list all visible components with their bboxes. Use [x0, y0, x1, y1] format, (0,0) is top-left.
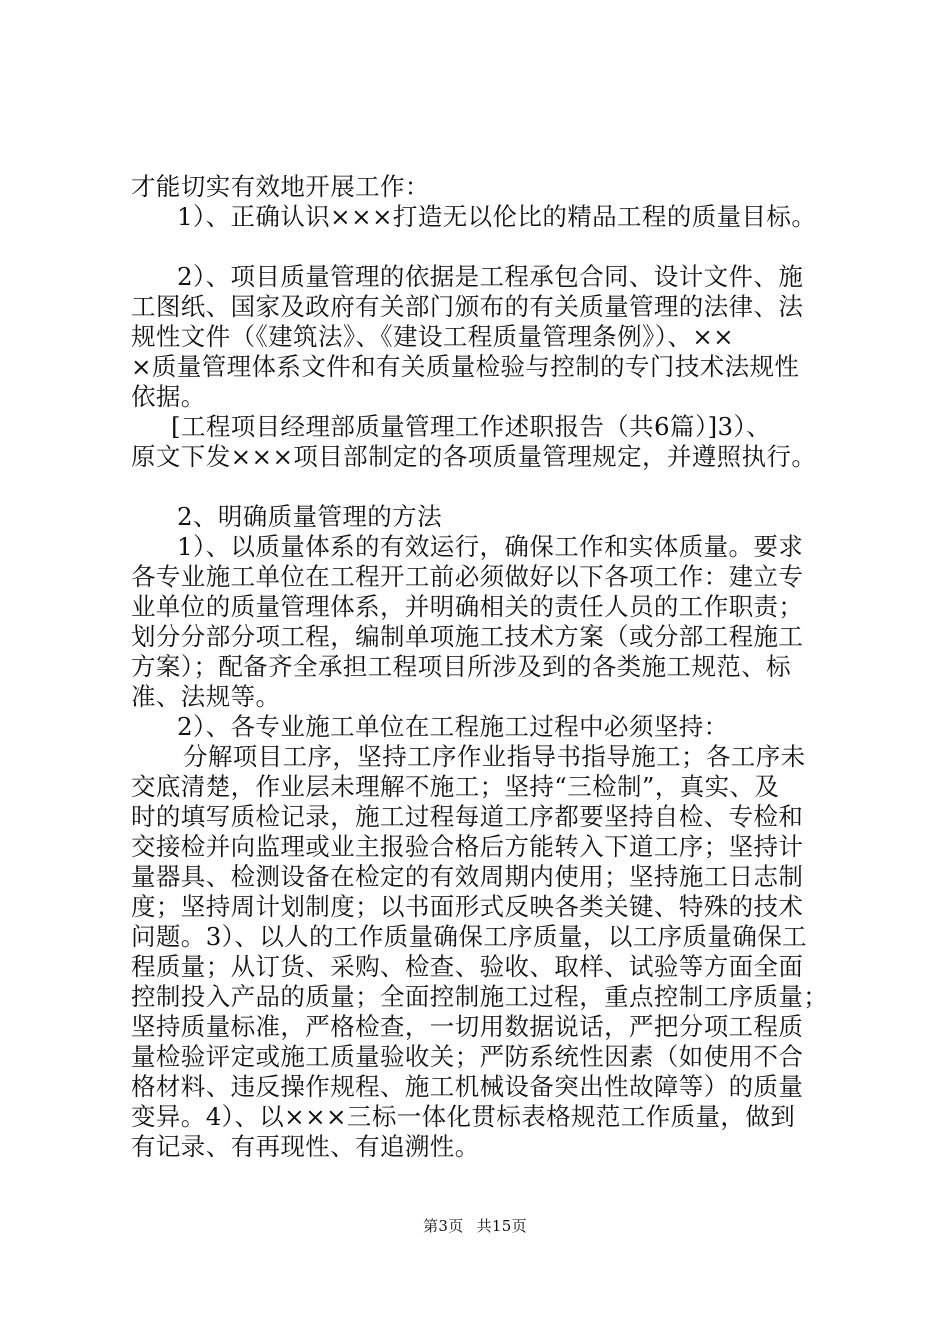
paragraph-line: 交接检并向监理或业主报验合格后方能转入下道工序；坚持计	[131, 832, 804, 861]
paragraph-line: 方案）；配备齐全承担工程项目所涉及到的各类施工规范、标	[131, 652, 792, 681]
paragraph-line: 2）、项目质量管理的依据是工程承包合同、设计文件、施	[177, 262, 804, 291]
paragraph-line: 交底清楚，作业层未理解不施工；坚持“三检制”，真实、及	[131, 772, 780, 801]
paragraph-line: 度；坚持周计划制度；以书面形式反映各类关键、特殊的技术	[131, 892, 804, 921]
paragraph-line: 量器具、检测设备在检定的有效周期内使用；坚持施工日志制	[131, 862, 804, 891]
paragraph-line: 坚持质量标准，严格检查，一切用数据说话，严把分项工程质	[131, 1012, 804, 1041]
paragraph-line: [工程项目经理部质量管理工作述职报告（共6篇）]3）、	[171, 412, 772, 441]
paragraph-line: 才能切实有效地开展工作：	[131, 172, 430, 201]
paragraph-gap	[131, 232, 851, 262]
paragraph-line: 时的填写质检记录，施工过程每道工序都要坚持自检、专检和	[131, 802, 804, 831]
paragraph-line: 规性文件（《建筑法》、《建设工程质量管理条例》）、××	[131, 322, 735, 351]
paragraph-line: ×质量管理体系文件和有关质量检验与控制的专门技术法规性	[131, 352, 800, 381]
paragraph-line: 各专业施工单位在工程开工前必须做好以下各项工作：建立专	[131, 562, 804, 591]
paragraph-line: 控制投入产品的质量；全面控制施工过程，重点控制工序质量；	[131, 982, 829, 1011]
paragraph-line: 1）、以质量体系的有效运行，确保工作和实体质量。要求	[177, 532, 804, 561]
paragraph-line: 业单位的质量管理体系，并明确相关的责任人员的工作职责；	[131, 592, 804, 621]
page-number: 第3页	[423, 1217, 464, 1235]
paragraph-line: 问题。3）、以人的工作质量确保工序质量，以工序质量确保工	[131, 922, 808, 951]
section-heading: 2、明确质量管理的方法	[177, 502, 442, 531]
paragraph-line: 工图纸、国家及政府有关部门颁布的有关质量管理的法律、法	[131, 292, 804, 321]
paragraph-line: 程质量；从订货、采购、检查、验收、取样、试验等方面全面	[131, 952, 804, 981]
paragraph-line: 分解项目工序，坚持工序作业指导书指导施工；各工序未	[183, 742, 806, 771]
paragraph-line: 1）、正确认识×××打造无以伦比的精品工程的质量目标。	[177, 202, 817, 231]
paragraph-line: 变异。4）、以×××三标一体化贯标表格规范工作质量，做到	[131, 1102, 796, 1131]
document-body	[131, 172, 851, 1162]
paragraph-line: 格材料、违反操作规程、施工机械设备突出性故障等）的质量	[131, 1072, 804, 1101]
page-total: 共15页	[476, 1217, 527, 1235]
paragraph-line: 准、法规等。	[131, 682, 281, 711]
paragraph-line: 依据。	[131, 382, 206, 411]
page-footer	[0, 1216, 950, 1236]
paragraph-gap	[131, 472, 851, 502]
paragraph-line: 原文下发×××项目部制定的各项质量管理规定，并遵照执行。	[131, 442, 817, 471]
paragraph-line: 划分分部分项工程，编制单项施工技术方案（或分部工程施工	[131, 622, 804, 651]
paragraph-line: 2）、各专业施工单位在工程施工过程中必须坚持：	[177, 712, 729, 741]
paragraph-line: 量检验评定或施工质量验收关；严防系统性因素（如使用不合	[131, 1042, 804, 1071]
paragraph-line: 有记录、有再现性、有追溯性。	[131, 1132, 480, 1161]
